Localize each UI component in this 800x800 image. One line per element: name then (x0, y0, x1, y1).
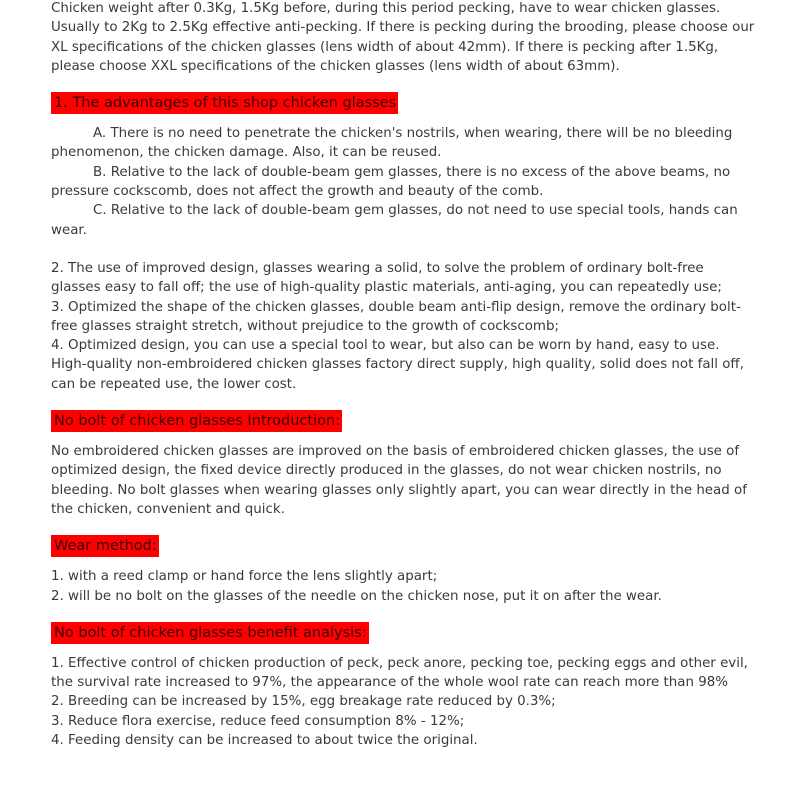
document-page (51, 0, 756, 750)
section-heading-benefit-analysis: No bolt of chicken glasses benefit analysis: (51, 622, 369, 644)
section-heading-introduction: No bolt of chicken glasses Introduction: (51, 410, 342, 432)
advantage-point-a: A. There is no need to penetrate the chicken's nostrils, when wearing, there will be no bleeding phenomenon, the chicken damage. Also, it can be reused. (51, 126, 733, 161)
advantage-item-2: 2. The use of improved design, glasses wearing a solid, to solve the problem of ordinary bolt-free glasses easy to fall off; the use of high-quality plastic materials, anti-aging, you can repeatedly use; (51, 260, 722, 296)
introduction-paragraph: No embroidered chicken glasses are improved on the basis of embroidered chicken glasses, the use of optimized design, the fixed device directly produced in the glasses, do not wear chicken nostrils, no bleeding. No bolt glasses when wearing glasses only slightly apart, you can wear directly in the head of the chicken, convenient and quick. (51, 444, 747, 517)
wear-step-1: 1. with a reed clamp or hand force the lens slightly apart; (51, 569, 438, 585)
section-heading-wear-method: Wear method: (51, 535, 159, 557)
advantage-item-quality: High-quality non-embroidered chicken glasses factory direct supply, high quality, solid does not fall off, can be repeated use, the lower cost. (51, 357, 744, 392)
advantage-point-c: C. Relative to the lack of double-beam gem glasses, do not need to use special tools, hands can wear. (51, 203, 738, 238)
advantage-item-3: 3. Optimized the shape of the chicken glasses, double beam anti-flip design, remove the ordinary bolt-free glasses straight stretch, without prejudice to the growth of cockscomb; (51, 299, 741, 334)
benefit-item-2: 2. Breeding can be increased by 15%, egg breakage rate reduced by 0.3%; (51, 694, 556, 710)
wear-step-2: 2. will be no bolt on the glasses of the needle on the chicken nose, put it on after the wear. (51, 588, 662, 604)
advantage-point-b: B. Relative to the lack of double-beam gem glasses, there is no excess of the above beams, no pressure cockscomb, does not affect the growth and beauty of the comb. (51, 164, 731, 200)
advantage-item-4: 4. Optimized design, you can use a special tool to wear, but also can be worn by hand, easy to use. (51, 338, 720, 354)
section-heading-advantages: 1. The advantages of this shop chicken glasses (51, 92, 398, 114)
benefit-item-1: 1. Effective control of chicken production of peck, peck anore, pecking toe, pecking eggs and other evil, the survival rate increased to 97%, the appearance of the whole wool rate can reach more than 98% (51, 655, 748, 691)
benefit-item-3: 3. Reduce flora exercise, reduce feed consumption 8% - 12%; (51, 713, 465, 729)
benefit-item-4: 4. Feeding density can be increased to about twice the original. (51, 733, 478, 749)
intro-paragraph: Chicken weight after 0.3Kg, 1.5Kg before, during this period pecking, have to wear chicken glasses. Usually to 2Kg to 2.5Kg effective anti-pecking. If there is pecking during the brooding, please choose our XL specifications of the chicken glasses (lens width of about 42mm). If there is pecking after 1.5Kg, please choose XXL specifications of the chicken glasses (lens width of about 63mm). (51, 1, 755, 74)
